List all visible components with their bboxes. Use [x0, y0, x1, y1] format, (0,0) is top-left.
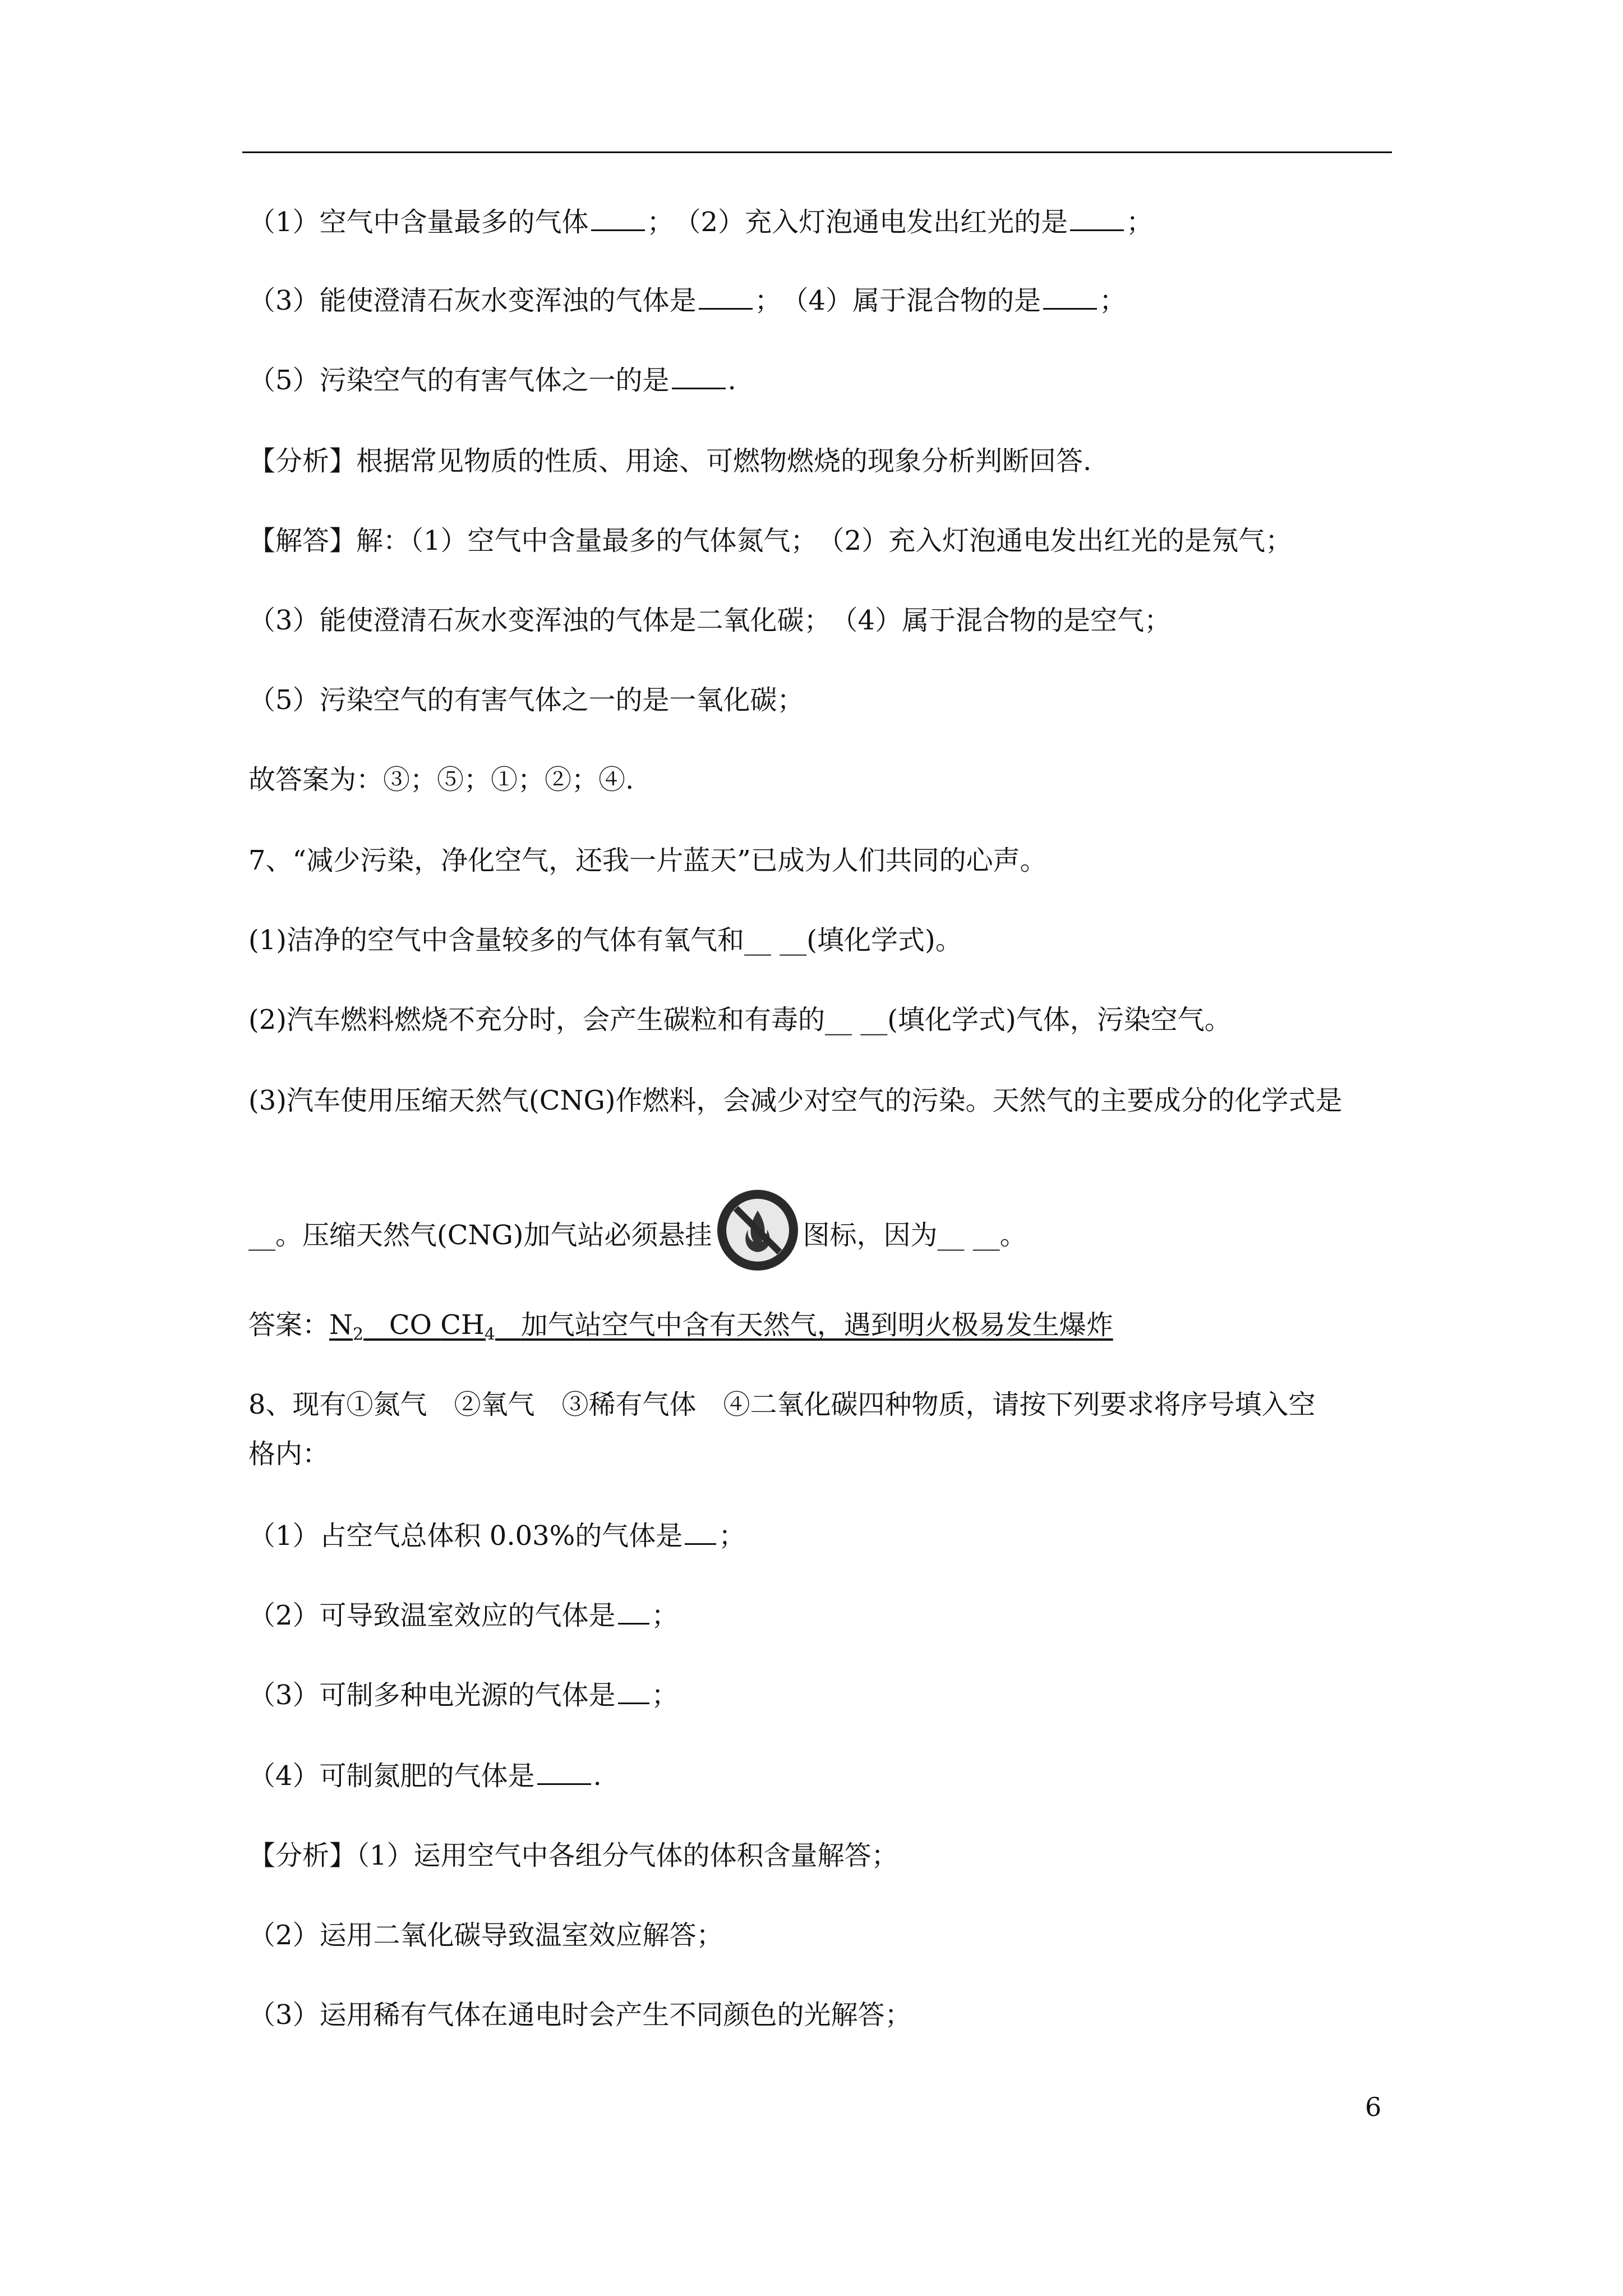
question-7-part-1: (1)洁净的空气中含量较多的气体有氧气和__ __(填化学式)。 [248, 924, 962, 956]
answer-blank [591, 207, 645, 231]
question-line: （5）污染空气的有害气体之一的是 . [248, 365, 736, 396]
question-7-part-2: (2)汽车燃料燃烧不充分时，会产生碳粒和有毒的__ __(填化学式)气体，污染空气。 [248, 1004, 1232, 1036]
solution-line: 【解答】解：（1）空气中含量最多的气体氮气； （2）充入灯泡通电发出红光的是氖气； [248, 525, 1293, 556]
analysis-8-line: 【分析】（1）运用空气中各组分气体的体积含量解答； [248, 1840, 898, 1871]
analysis-line: 【分析】根据常见物质的性质、用途、可燃物燃烧的现象分析判断回答. [248, 445, 1092, 477]
no-open-flame-icon [716, 1188, 800, 1272]
question-8-stem-cont: 格内： [248, 1438, 330, 1470]
answer-blank [672, 365, 726, 389]
solution-line: （3）能使澄清石灰水变浑浊的气体是二氧化碳； （4）属于混合物的是空气； [248, 605, 1172, 636]
header-rule [242, 151, 1392, 153]
analysis-8-line: （3）运用稀有气体在通电时会产生不同颜色的光解答； [248, 1999, 912, 2031]
question-8-part-2: （2）可导致温室效应的气体是 ； [248, 1600, 679, 1631]
question-7-part-3-cont: __。压缩天然气(CNG)加气站必须悬挂 图标，因为__ __。 [248, 1188, 1027, 1272]
answer-blank [699, 286, 753, 310]
question-line: （1）空气中含量最多的气体 ； （2）充入灯泡通电发出红光的是 ； [248, 206, 1154, 238]
answer-7: 答案：$N_2$ CO $CH_4$ 加气站空气中含有天然气，遇到明火极易发生爆炸 [248, 1309, 1113, 1345]
question-7-part-3: (3)汽车使用压缩天然气(CNG)作燃料，会减少对空气的污染。天然气的主要成分的化学式是 [248, 1085, 1343, 1116]
question-line: （3）能使澄清石灰水变浑浊的气体是 ； （4）属于混合物的是 ； [248, 285, 1127, 316]
answer-summary: 故答案为：③；⑤；①；②；④. [248, 764, 634, 795]
solution-line: （5）污染空气的有害气体之一的是一氧化碳； [248, 684, 804, 716]
answer-blank [618, 1680, 649, 1704]
page-number: 6 [1365, 2092, 1382, 2122]
question-7-stem: 7、“减少污染，净化空气，还我一片蓝天”已成为人们共同的心声。 [248, 845, 1047, 876]
answer-blank [537, 1761, 591, 1785]
answer-blank [1043, 286, 1097, 310]
answer-blank [685, 1521, 716, 1545]
question-8-part-1: （1）占空气总体积 0.03%的气体是 ； [248, 1520, 746, 1552]
question-8-stem: 8、现有①氮气 ②氧气 ③稀有气体 ④二氧化碳四种物质，请按下列要求将序号填入空 [248, 1389, 1316, 1420]
answer-blank [618, 1600, 649, 1625]
answer-blank [1070, 207, 1124, 231]
analysis-8-line: （2）运用二氧化碳导致温室效应解答； [248, 1920, 723, 1951]
question-8-part-4: （4）可制氮肥的气体是 . [248, 1760, 602, 1792]
question-8-part-3: （3）可制多种电光源的气体是 ； [248, 1680, 679, 1711]
